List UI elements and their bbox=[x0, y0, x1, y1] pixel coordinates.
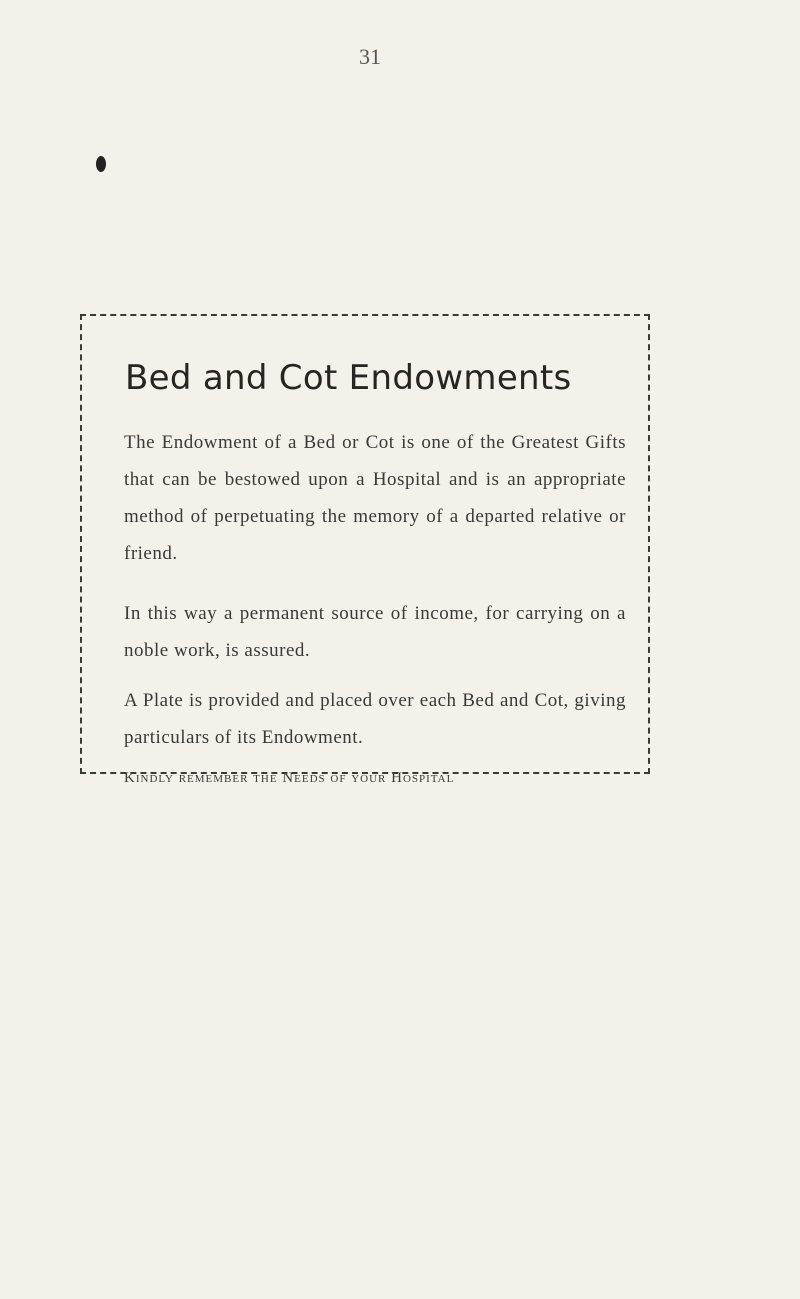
paragraph-permanent-income: In this way a permanent source of income, for carrying on a noble work, is assured. bbox=[124, 603, 626, 661]
notice-title: Bed and Cot Endowments bbox=[125, 358, 572, 398]
closing-line: Kindly remember the Needs of your Hospital bbox=[124, 770, 455, 786]
page-number: 31 bbox=[359, 44, 381, 69]
paragraph-endowment-gift: The Endowment of a Bed or Cot is one of the Greatest Gifts that can be bestowed upon a Hospital and is an appropriate method of perpetuating the memory of a departed relative or friend. bbox=[124, 432, 626, 564]
paragraph-plate: A Plate is provided and placed over each Bed and Cot, giving particulars of its Endowment. bbox=[124, 690, 626, 748]
ink-blot bbox=[96, 156, 106, 172]
